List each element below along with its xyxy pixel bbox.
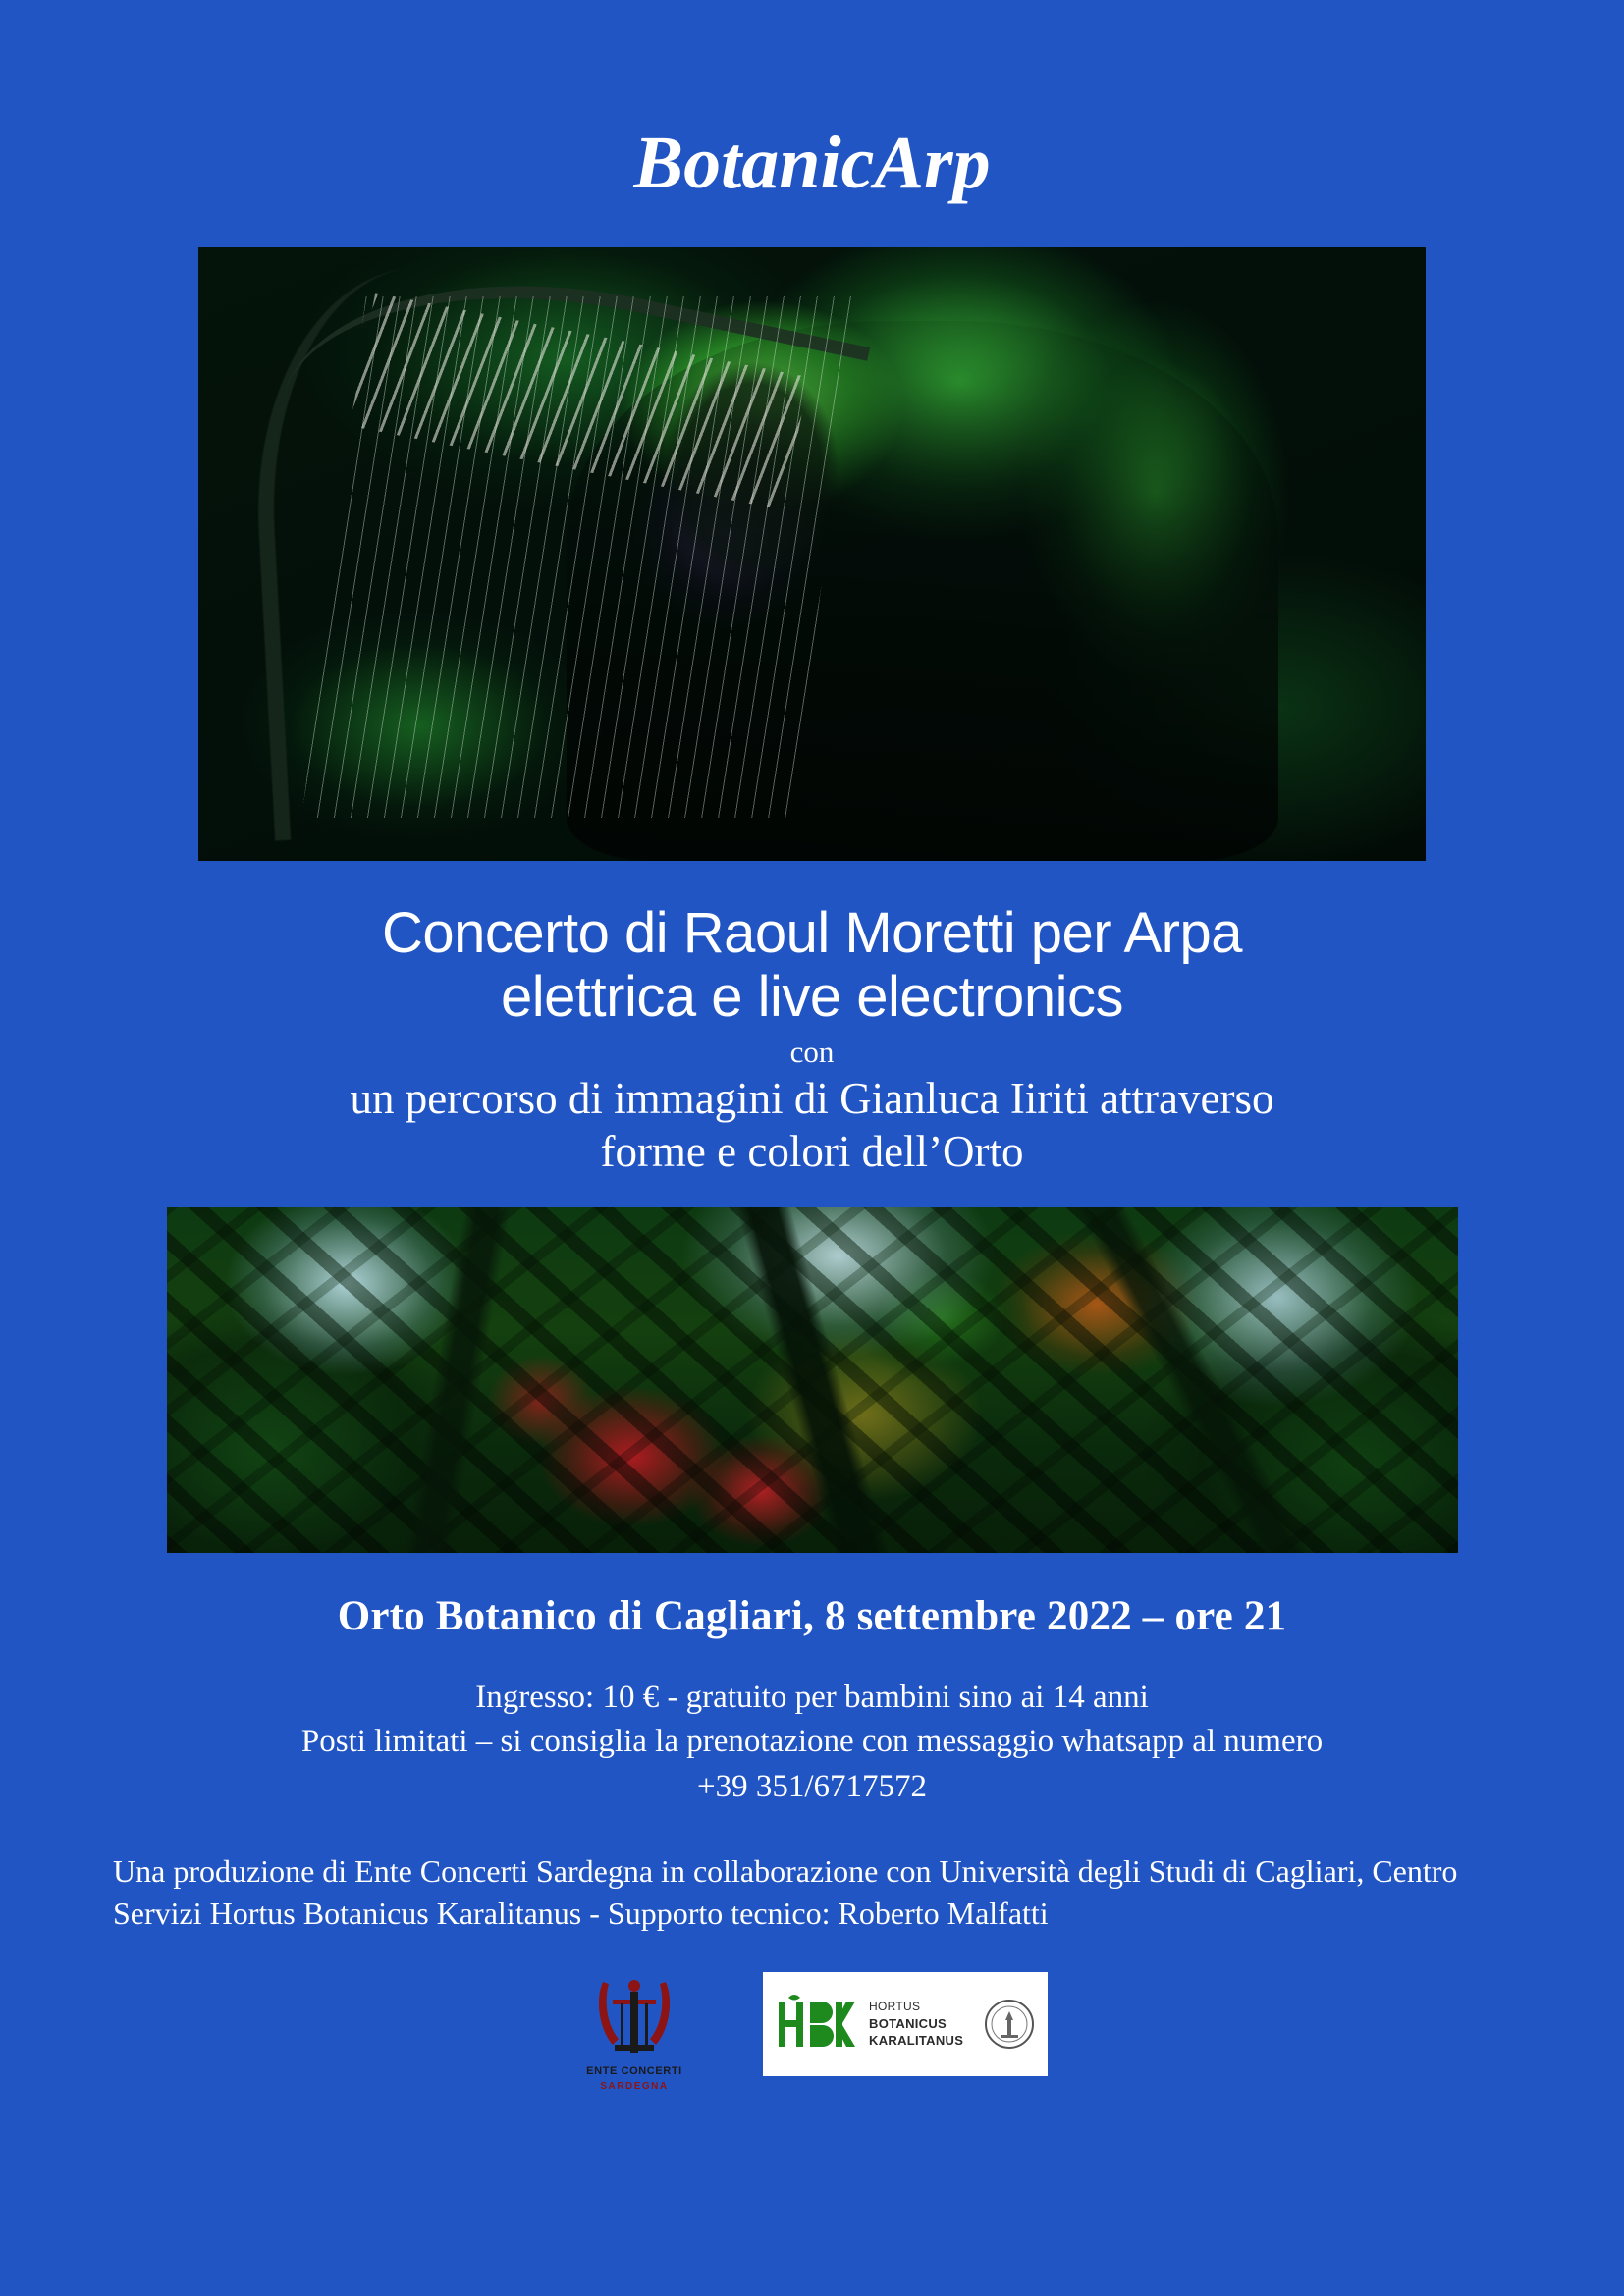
hbk-line-2: BOTANICUS	[869, 2015, 947, 2031]
lyre-icon	[589, 1974, 679, 2058]
subtitle-line-1: Concerto di Raoul Moretti per Arpa	[382, 901, 1242, 965]
credits-text: Una produzione di Ente Concerti Sardegna in collaborazione con Università degli Studi di Cagliari, Centro Servizi Hortus Botanicus Karalitanus - Supporto tecnico: Roberto Malfatti	[113, 1853, 1458, 1932]
hbk-monogram-icon	[775, 1994, 859, 2055]
botanical-strip-image	[167, 1207, 1458, 1553]
phone-number-line: +39 351/6717572	[696, 1768, 928, 1804]
subtitle-line-4: forme e colori dell’Orto	[600, 1126, 1024, 1176]
page-title: BotanicArp	[633, 122, 991, 204]
subtitle-line-2: elettrica e live electronics	[501, 964, 1123, 1029]
ecs-logo-name: ENTE CONCERTI	[586, 2064, 682, 2077]
subtitle-block	[0, 902, 1624, 1178]
logo-row	[0, 1972, 1624, 2092]
subtitle-line-3: un percorso di immagini di Gianluca Iiriti attraverso	[350, 1073, 1274, 1123]
ente-concerti-sardegna-logo	[576, 1972, 692, 2092]
reservation-line: Posti limitati – si consiglia la prenotazione con messaggio whatsapp al numero	[300, 1724, 1324, 1760]
info-block	[0, 1676, 1624, 1810]
hbk-line-3: KARALITANUS	[869, 2033, 964, 2049]
ecs-logo-sub: SARDEGNA	[600, 2080, 669, 2092]
strip-branches	[167, 1207, 1458, 1553]
ticket-price-line: Ingresso: 10 € - gratuito per bambini sino ai 14 anni	[475, 1679, 1149, 1715]
venue-date-line: Orto Botanico di Cagliari, 8 settembre 2022 – ore 21	[337, 1592, 1287, 1639]
hortus-botanicus-karalitanus-logo	[763, 1972, 1048, 2076]
hbk-logo-text	[869, 1999, 963, 2049]
university-seal-icon	[983, 1998, 1036, 2051]
con-label: con	[789, 1034, 835, 1069]
hero-image	[198, 247, 1426, 861]
hbk-line-1: HORTUS	[869, 2000, 921, 2014]
